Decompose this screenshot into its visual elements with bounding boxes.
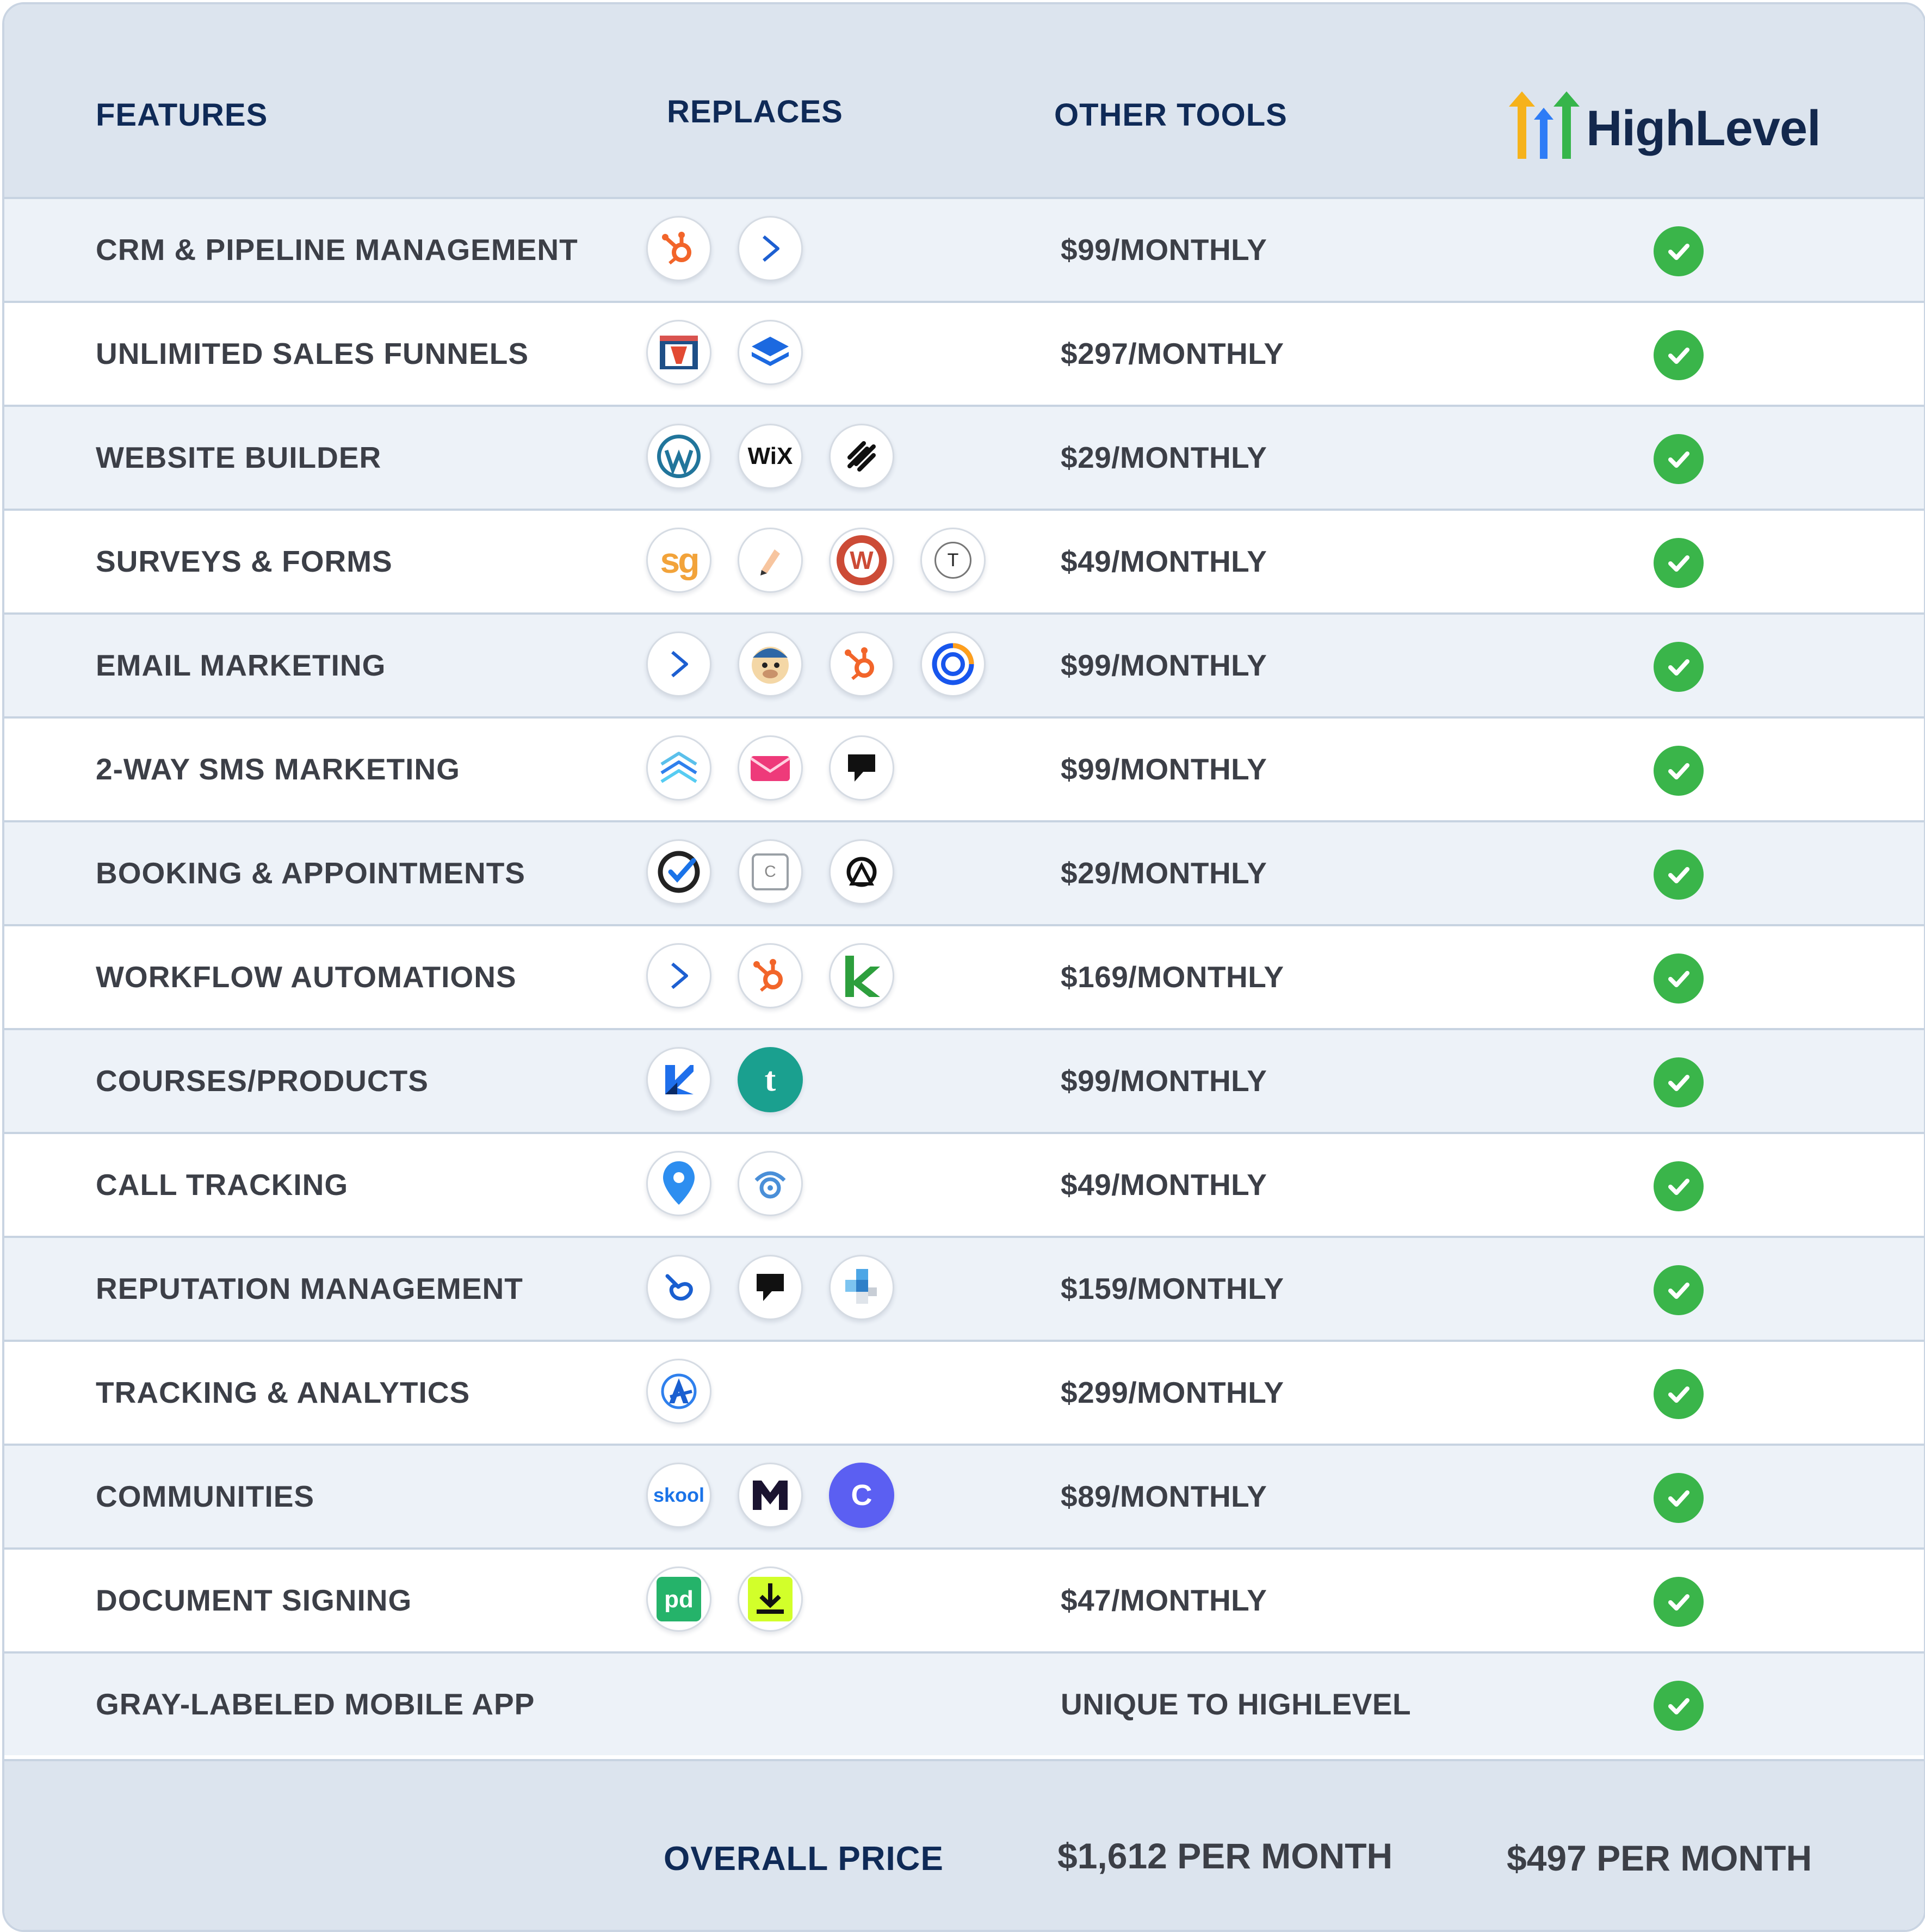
replaced-tools — [646, 735, 894, 803]
typeform-icon — [920, 528, 986, 593]
other-tools-price: $99/MONTHLY — [1061, 233, 1267, 267]
table-row — [4, 197, 1924, 301]
replaced-tools — [646, 1463, 894, 1530]
other-tools-price: $159/MONTHLY — [1061, 1272, 1284, 1305]
hubspot-icon — [646, 216, 711, 281]
calendly-icon — [738, 839, 803, 905]
table-row — [4, 612, 1924, 716]
replaced-tools — [646, 1047, 803, 1114]
circle-icon — [829, 1463, 894, 1528]
other-tools-price: $99/MONTHLY — [1061, 648, 1267, 682]
replaced-tools — [646, 839, 894, 907]
feature-name: CRM & PIPELINE MANAGEMENT — [96, 233, 578, 267]
typeform-glyph: T — [934, 542, 971, 579]
table-row — [4, 1236, 1924, 1340]
hubspot-icon — [738, 943, 803, 1008]
other-tools-price: UNIQUE TO HIGHLEVEL — [1061, 1687, 1412, 1721]
table-row — [4, 1132, 1924, 1236]
included-check-icon — [1654, 1681, 1704, 1731]
included-check-icon — [1654, 746, 1704, 796]
highlevel-logo — [1506, 91, 1832, 162]
mighty-networks-icon — [738, 1463, 803, 1528]
other-tools-price: $47/MONTHLY — [1061, 1583, 1267, 1617]
feature-name: COURSES/PRODUCTS — [96, 1064, 429, 1098]
acuity-icon — [646, 839, 711, 905]
included-check-icon — [1654, 226, 1704, 276]
header-other-tools: OTHER TOOLS — [1054, 97, 1288, 133]
included-check-icon — [1654, 642, 1704, 692]
feature-name: BOOKING & APPOINTMENTS — [96, 856, 525, 890]
other-tools-price: $49/MONTHLY — [1061, 544, 1267, 578]
pandadoc-icon — [646, 1566, 711, 1632]
leadpages-icon — [738, 320, 803, 385]
table-row — [4, 924, 1924, 1028]
other-tools-price: $29/MONTHLY — [1061, 856, 1267, 890]
activecampaign-icon — [646, 943, 711, 1008]
other-tools-price: $299/MONTHLY — [1061, 1376, 1284, 1409]
feature-name: CALL TRACKING — [96, 1168, 349, 1202]
other-tools-total: $1,612 PER MONTH — [1057, 1836, 1393, 1876]
other-tools-price: $99/MONTHLY — [1061, 752, 1267, 786]
birdeye-icon — [646, 1255, 711, 1320]
wordpress-icon — [646, 424, 711, 489]
header-replaces: REPLACES — [667, 94, 843, 129]
clickfunnels-icon — [646, 320, 711, 385]
constant-contact-icon — [920, 631, 986, 697]
other-tools-price: $49/MONTHLY — [1061, 1168, 1267, 1202]
feature-name: WEBSITE BUILDER — [96, 441, 382, 474]
teachable-glyph: t — [764, 1061, 776, 1098]
table-header — [4, 4, 1924, 197]
yext-icon — [829, 1255, 894, 1320]
squarespace-icon — [829, 424, 894, 489]
replaced-tools — [646, 631, 986, 699]
table-row — [4, 716, 1924, 820]
table-row — [4, 1651, 1924, 1755]
feature-name: SURVEYS & FORMS — [96, 544, 393, 578]
table-row — [4, 1444, 1924, 1547]
feature-name: COMMUNITIES — [96, 1479, 315, 1513]
highlevel-arrows-icon — [1506, 91, 1582, 159]
highlevel-total: $497 PER MONTH — [1507, 1838, 1812, 1878]
kajabi-icon — [646, 1047, 711, 1112]
included-check-icon — [1654, 1369, 1704, 1419]
included-check-icon — [1654, 1473, 1704, 1523]
replaced-tools — [646, 943, 894, 1011]
docusign-icon — [738, 1566, 803, 1632]
included-check-icon — [1654, 953, 1704, 1004]
feature-name: WORKFLOW AUTOMATIONS — [96, 960, 517, 994]
podium-icon — [829, 735, 894, 801]
included-check-icon — [1654, 1161, 1704, 1211]
table-row — [4, 1028, 1924, 1132]
feature-name: DOCUMENT SIGNING — [96, 1583, 412, 1617]
svg-text:pd: pd — [664, 1586, 694, 1613]
table-row — [4, 405, 1924, 509]
activecampaign-icon — [646, 631, 711, 697]
surveygizmo-glyph: sg — [660, 540, 698, 580]
feature-name: UNLIMITED SALES FUNNELS — [96, 337, 529, 370]
other-tools-price: $99/MONTHLY — [1061, 1064, 1267, 1098]
included-check-icon — [1654, 434, 1704, 484]
keap-icon — [829, 943, 894, 1008]
hubspot-icon — [829, 631, 894, 697]
feature-name: GRAY-LABELED MOBILE APP — [96, 1687, 535, 1721]
replaced-tools — [646, 424, 894, 491]
table-footer — [4, 1759, 1924, 1930]
wix-glyph: WiX — [747, 443, 793, 469]
replaced-tools — [646, 1151, 803, 1218]
skool-icon — [646, 1463, 711, 1528]
skool-glyph: skool — [653, 1484, 705, 1506]
replaced-tools — [646, 1359, 711, 1426]
replaced-tools — [646, 1255, 894, 1322]
replaced-tools — [646, 1566, 803, 1634]
circle-glyph: C — [851, 1479, 872, 1512]
feature-rows — [4, 197, 1924, 1755]
callrail-icon — [646, 1151, 711, 1216]
oncehub-icon — [829, 839, 894, 905]
table-row — [4, 509, 1924, 612]
feature-name: TRACKING & ANALYTICS — [96, 1376, 471, 1409]
header-features: FEATURES — [96, 97, 268, 133]
included-check-icon — [1654, 1577, 1704, 1627]
svg-text:W: W — [850, 546, 874, 574]
other-tools-price: $297/MONTHLY — [1061, 337, 1284, 370]
teachable-icon — [738, 1047, 803, 1112]
textline-icon — [646, 735, 711, 801]
surveygizmo-icon — [646, 528, 711, 593]
included-check-icon — [1654, 538, 1704, 588]
overall-price-label: OVERALL PRICE — [664, 1840, 944, 1878]
other-tools-price: $29/MONTHLY — [1061, 441, 1267, 474]
included-check-icon — [1654, 850, 1704, 900]
included-check-icon — [1654, 330, 1704, 380]
feature-name: 2-WAY SMS MARKETING — [96, 752, 460, 786]
activecampaign-icon — [738, 216, 803, 281]
jotform-icon — [738, 528, 803, 593]
agency-analytics-icon — [646, 1359, 711, 1424]
table-row — [4, 301, 1924, 405]
comparison-card — [2, 2, 1925, 1932]
replaced-tools — [646, 216, 803, 283]
wufoo-icon — [829, 528, 894, 593]
podium-icon — [738, 1255, 803, 1320]
feature-name: EMAIL MARKETING — [96, 648, 386, 682]
included-check-icon — [1654, 1265, 1704, 1315]
callfire-icon — [738, 1151, 803, 1216]
replaced-tools — [646, 528, 986, 595]
other-tools-price: $169/MONTHLY — [1061, 960, 1284, 994]
replaced-tools — [646, 320, 803, 387]
table-row — [4, 820, 1924, 924]
textmagic-icon — [738, 735, 803, 801]
table-row — [4, 1547, 1924, 1651]
included-check-icon — [1654, 1057, 1704, 1107]
highlevel-wordmark: HighLevel — [1586, 101, 1821, 156]
other-tools-price: $89/MONTHLY — [1061, 1479, 1267, 1513]
table-row — [4, 1340, 1924, 1444]
mailchimp-icon — [738, 631, 803, 697]
wix-icon — [738, 424, 803, 489]
feature-name: REPUTATION MANAGEMENT — [96, 1272, 523, 1305]
calendly-glyph: C — [752, 853, 789, 890]
